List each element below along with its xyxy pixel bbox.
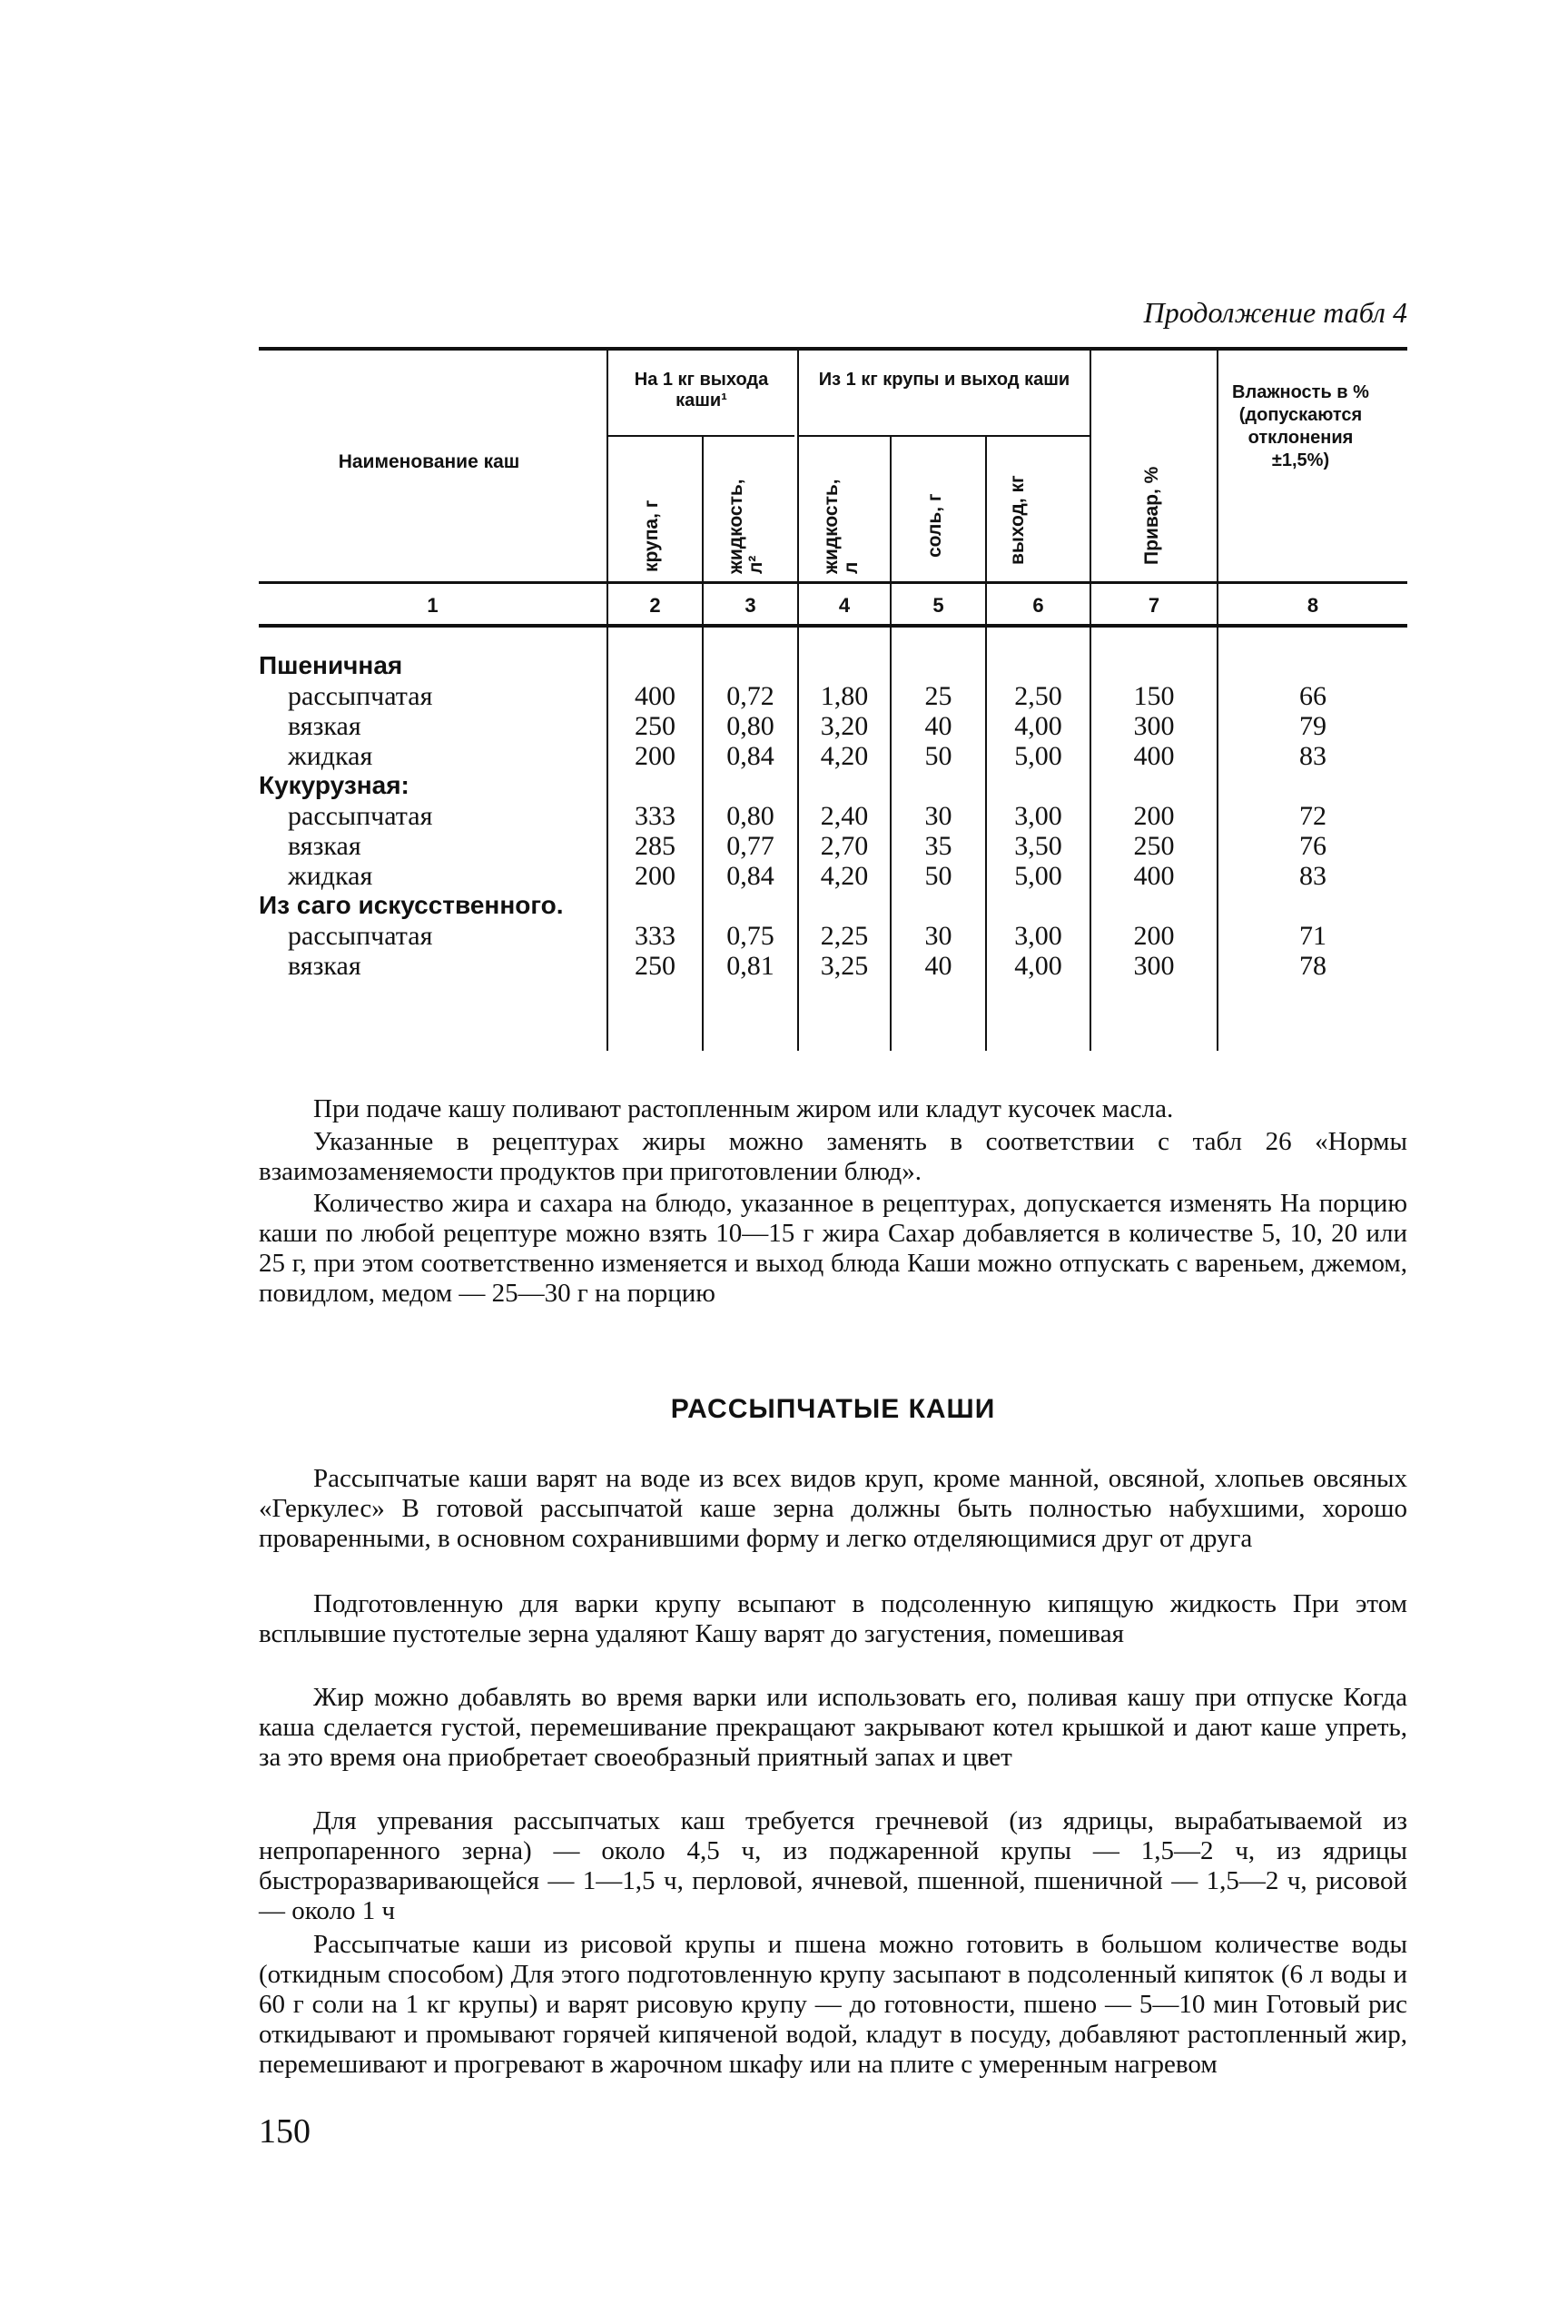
table-cell: 2,50 xyxy=(1014,681,1062,711)
table-cell: 3,00 xyxy=(1014,921,1062,951)
table-numbers-rule xyxy=(259,624,1407,628)
table-cell: 0,80 xyxy=(726,711,774,741)
table-cell: 250 xyxy=(635,711,676,741)
table-cell: 79 xyxy=(1299,711,1326,741)
table-cell: 200 xyxy=(635,861,676,891)
header-name-col: Наименование каш xyxy=(338,451,520,472)
table-cell: 4,00 xyxy=(1014,951,1062,981)
col-number-6: 6 xyxy=(1032,594,1044,617)
page-number: 150 xyxy=(259,2112,311,2151)
table-cell: 35 xyxy=(924,831,952,861)
note-3: Количество жира и сахара на блюдо, указанное в рецептурах, допускается изменять На порцию каши по любой рецептуре можно взять 10—15 г жира Сахар добавляется в количестве 5, 10, 20 или 25 г, при этом соответственно изменяется и выход блюда Каши можно отпускать с вареньем, джемом, повидлом, медом — 25—30 г на порцию xyxy=(259,1189,1407,1308)
header-krupa: крупа, г xyxy=(641,499,662,572)
col-number-5: 5 xyxy=(932,594,944,617)
body-paragraph-2: Подготовленную для варки крупу всыпают в подсоленную кипящую жидкость При этом всплывшие пустотелые зерна удаляют Кашу варят до загустения, помешивая xyxy=(259,1589,1407,1648)
table-cell: 400 xyxy=(1133,741,1175,771)
body-paragraph-4: Для упревания рассыпчатых каш требуется гречневой (из ядрицы, вырабатываемой из непропаренного зерна) — около 4,5 ч, из поджаренной крупы — 1,5—2 ч, из ядрицы быстроразваривающейся — 1—1,5 ч, перловой, ячневой, пшенной, пшеничной — 1,5—2 ч, рисовой — около 1 ч xyxy=(259,1806,1407,1925)
body-paragraph-1: Рассыпчатые каши варят на воде из всех видов круп, кроме манной, овсяной, хлопьев овсяных «Геркулес» В готовой рассыпчатой каше зерна должны быть полностью набухшими, хорошо проваренными, в основном сохранившими форму и легко отделяющимися друг от друга xyxy=(259,1464,1407,1553)
table-cell: 40 xyxy=(924,951,952,981)
row-name: Из саго искусственного. xyxy=(259,891,564,919)
row-name: Кукурузная: xyxy=(259,771,409,799)
table-cell: 200 xyxy=(635,741,676,771)
table-cell: 4,00 xyxy=(1014,711,1062,741)
table-cell: 83 xyxy=(1299,861,1326,891)
table-cell: 66 xyxy=(1299,681,1326,711)
table-cell: 50 xyxy=(924,861,952,891)
table-cell: 300 xyxy=(1133,951,1175,981)
note-1: При подаче кашу поливают растопленным жиром или кладут кусочек масла. xyxy=(313,1094,1174,1123)
note-2: Указанные в рецептурах жиры можно заменять в соответствии с табл 26 «Нормы взаимозаменяемости продуктов при приготовлении блюд». xyxy=(259,1127,1407,1186)
header-group-2: Из 1 кг крупы и выход каши xyxy=(818,370,1070,390)
table-caption: Продолжение табл 4 xyxy=(1143,296,1407,329)
table-cell: 0,72 xyxy=(726,681,774,711)
row-name: Пшеничная xyxy=(259,651,403,679)
table-cell: 30 xyxy=(924,801,952,831)
table-cell: 0,81 xyxy=(726,951,774,981)
table-cell: 72 xyxy=(1299,801,1326,831)
table-cell: 333 xyxy=(635,921,676,951)
table-cell: 250 xyxy=(1133,831,1175,861)
table-cell: 400 xyxy=(635,681,676,711)
table-top-rule xyxy=(259,347,1407,351)
table-cell: 0,84 xyxy=(726,741,774,771)
col-number-7: 7 xyxy=(1148,594,1160,617)
row-name: жидкая xyxy=(288,741,373,771)
header-group-1: На 1 кг выхода каши¹ xyxy=(634,370,769,410)
table-cell: 3,20 xyxy=(820,711,869,741)
table-cell: 83 xyxy=(1299,741,1326,771)
table-cell: 4,20 xyxy=(820,741,869,771)
table-cell: 2,25 xyxy=(820,921,869,951)
col-number-3: 3 xyxy=(745,594,756,617)
table-cell: 71 xyxy=(1299,921,1326,951)
table-cell: 0,80 xyxy=(726,801,774,831)
section-title: РАССЫПЧАТЫЕ КАШИ xyxy=(670,1394,996,1424)
col-number-1: 1 xyxy=(427,594,439,617)
row-name: вязкая xyxy=(288,951,361,981)
table-cell: 0,75 xyxy=(726,921,774,951)
table-cell: 50 xyxy=(924,741,952,771)
table-cell: 285 xyxy=(635,831,676,861)
header-yield: выход, кг xyxy=(1007,475,1028,565)
header-privar: Привар, % xyxy=(1141,466,1162,565)
table-header-rule xyxy=(259,581,1407,584)
row-name: вязкая xyxy=(288,831,361,861)
table-cell: 5,00 xyxy=(1014,861,1062,891)
row-name: жидкая xyxy=(288,861,373,891)
table-cell: 0,77 xyxy=(726,831,774,861)
header-moisture: Влажность в % (допускаются отклонения ±1,5%) xyxy=(1232,382,1369,470)
table-cell: 300 xyxy=(1133,711,1175,741)
table-cell: 0,84 xyxy=(726,861,774,891)
row-name: рассыпчатая xyxy=(288,801,433,831)
body-paragraph-3: Жир можно добавлять во время варки или использовать его, поливая кашу при отпуске Когда каша сделается густой, перемешивание прекращают закрывают котел крышкой и дают каше упреть, за это время она приобретает своеобразный приятный запах и цвет xyxy=(259,1683,1407,1772)
row-name: рассыпчатая xyxy=(288,921,433,951)
table-cell: 78 xyxy=(1299,951,1326,981)
col-number-2: 2 xyxy=(649,594,661,617)
table-cell: 3,00 xyxy=(1014,801,1062,831)
header-liquid-1: жидкость, л² xyxy=(725,479,766,574)
header-salt: соль, г xyxy=(924,493,945,558)
table-cell: 30 xyxy=(924,921,952,951)
col-number-4: 4 xyxy=(838,594,851,617)
table-subgroup-rule-2 xyxy=(799,435,1090,437)
row-name: вязкая xyxy=(288,711,361,741)
table-cell: 1,80 xyxy=(820,681,869,711)
table-cell: 200 xyxy=(1133,801,1175,831)
table-cell: 2,70 xyxy=(820,831,869,861)
header-liquid-2: жидкость, л xyxy=(821,479,862,574)
table-cell: 25 xyxy=(924,681,952,711)
table-cell: 5,00 xyxy=(1014,741,1062,771)
porridge-table xyxy=(259,347,1407,1051)
table-cell: 333 xyxy=(635,801,676,831)
table-cell: 400 xyxy=(1133,861,1175,891)
table-cell: 250 xyxy=(635,951,676,981)
col-number-8: 8 xyxy=(1307,594,1319,617)
body-paragraph-5: Рассыпчатые каши из рисовой крупы и пшена можно готовить в большом количестве воды (откидным способом) Для этого подготовленную крупу засыпают в подсоленный кипяток (6 л воды и 60 г соли на 1 кг крупы) и варят рисовую крупу — до готовности, пшено — 5—10 мин Готовый рис откидывают и промывают горячей кипяченой водой, кладут в посуду, добавляют растопленный жир, перемешивают и прогревают в жарочном шкафу или на плите с умеренным нагревом xyxy=(259,1930,1407,2079)
table-cell: 3,50 xyxy=(1014,831,1062,861)
table-cell: 200 xyxy=(1133,921,1175,951)
table-cell: 40 xyxy=(924,711,952,741)
table-cell: 3,25 xyxy=(820,951,869,981)
table-cell: 76 xyxy=(1299,831,1326,861)
table-cell: 2,40 xyxy=(820,801,869,831)
row-name: рассыпчатая xyxy=(288,681,433,711)
table-cell: 4,20 xyxy=(820,861,869,891)
table-cell: 150 xyxy=(1133,681,1175,711)
